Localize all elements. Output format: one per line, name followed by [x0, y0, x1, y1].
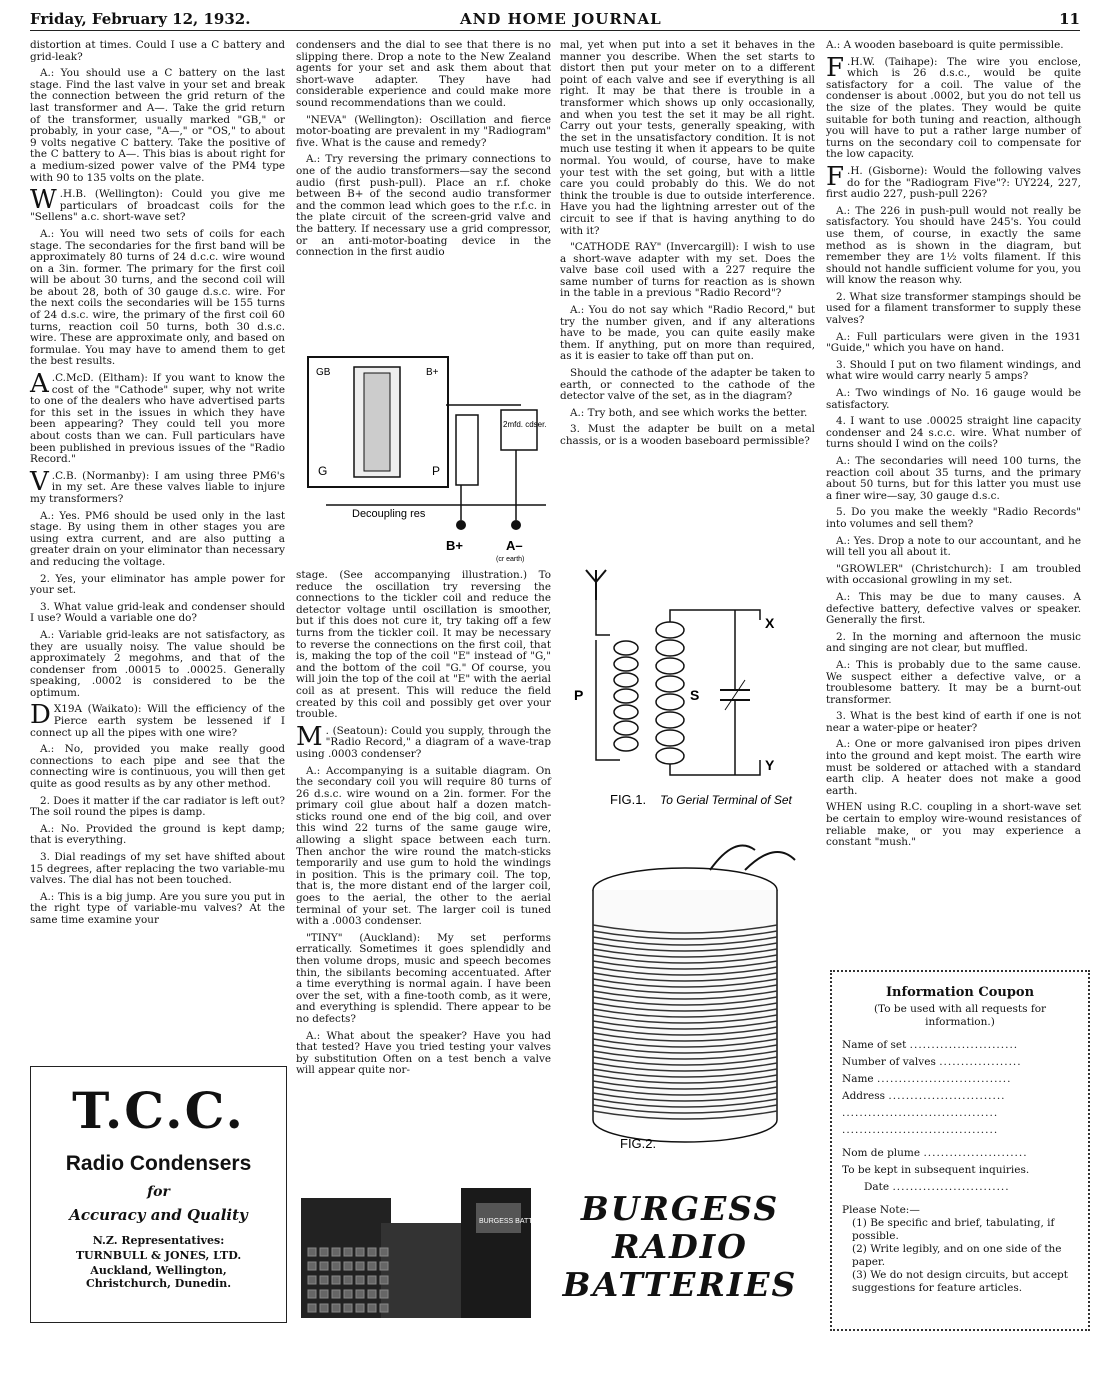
column-3: [560, 40, 815, 453]
battery-cell: [380, 1276, 388, 1284]
answer: 3. Should I put on two filament windings, and what wire would carry nearly 5 amps?: [826, 358, 1081, 383]
answer: A.: Yes. PM6 should be used only in the last stage. By using them in other stages you are using extra current, and are also putting a greater drain on your eliminator than necessary and reducing the voltage.: [30, 509, 285, 568]
label-decoupling: Decoupling res: [352, 508, 426, 520]
label-y: Y: [765, 757, 775, 773]
answer: 3. Must the adapter be built on a metal chassis, or is a wooden baseboard permissible?: [560, 423, 815, 447]
coupon-note-1: (1) Be specific and brief, tabulating, if possible.: [852, 1217, 1055, 1242]
question: . (Seatoun): Could you supply, through the "Radio Record," a diagram of a wave-trap using .0003 condenser?: [296, 724, 551, 760]
tcc-line2: for: [147, 1184, 170, 1200]
answer: A.: The 226 in push-pull would not really be satisfactory. You should have 245's. You could use them, of course, in exactly the same method as is shown in the diagram, but remember they are 1½ volts filament. If this should not handle sufficient volume for you, you will know the reason why.: [826, 204, 1081, 287]
label-cap: 2mfd. cdser.: [503, 420, 547, 429]
tip: WHEN using R.C. coupling in a short-wave set be certain to employ wire-wound resistances of reliable make, or you may experience a constant "mush.": [826, 801, 1081, 849]
question: "TINY" (Auckland): My set performs erratically. Sometimes it goes splendidly and then volume drops, music and speech becomes thin, the sibilants becoming accentuated. After a time everything is normal again. I have been over the set, with a fine-tooth comb, as it were, and everything is splendid. There appear to be no defects?: [296, 931, 551, 1025]
answer: A.: No, provided you make really good connections to each pipe and see that the connecting wire is continuous, you will then get quite as good results as by any other method.: [30, 743, 285, 791]
label-p: P: [574, 687, 584, 703]
answer: 2. Does it matter if the car radiator is left out? The soil round the pipes is damp.: [30, 794, 285, 819]
drop-cap: D: [30, 700, 51, 731]
coupon-kept-note: To be kept in subsequent inquiries.: [842, 1164, 1030, 1176]
drop-cap: F: [826, 161, 845, 192]
answer: 2. What size transformer stampings should be used for a filament transformer to supply these valves?: [826, 290, 1081, 327]
battery-cell: [344, 1304, 352, 1312]
fig2-coil: [560, 830, 815, 1160]
answer: 2. Yes, your eliminator has ample power for your set.: [30, 572, 285, 597]
label-g: G: [318, 464, 328, 478]
drop-cap: A: [30, 369, 49, 400]
battery-cell: [380, 1304, 388, 1312]
coupon-field-set[interactable]: Name of set .........................: [842, 1039, 1019, 1051]
question: .H. (Gisborne): Would the following valves do for the "Radiogram Five"?: UY224, 227, first audio 227, push-pull 226?: [826, 164, 1081, 201]
answer: 4. I want to use .00025 straight line capacity condenser and 24 s.c.c. wire. What number of turns should I wind on the coils?: [826, 415, 1081, 451]
answer: A.: Variable grid-leaks are not satisfactory, as they are usually noisy. The value should be approximately 2 megohms, and that of the condenser from .00015 to .00025. Generally speaking, .0002 is considered to be the optimum.: [30, 628, 285, 699]
battery-cell: [356, 1262, 364, 1270]
paragraph: distortion at times. Could I use a C battery and grid-leak?: [30, 39, 285, 63]
label-earth: (cr earth): [496, 556, 525, 563]
field-label: Name: [842, 1073, 874, 1085]
battery-cell: [320, 1262, 328, 1270]
battery-cell: [308, 1304, 316, 1312]
coupon-field-date[interactable]: Date ...........................: [864, 1181, 1010, 1193]
label-x: X: [765, 615, 775, 631]
coupon-subtitle: (To be used with all requests for information.): [873, 1003, 1047, 1028]
page-header: [30, 8, 1080, 31]
question: "NEVA" (Wellington): Oscillation and fierce motor-boating are prevalent in my "Radiogram" five. What is the cause and remedy?: [296, 113, 551, 149]
answer: A.: One or more galvanised iron pipes driven into the ground and kept moist. The earth wire must be soldered or attached with a standard earth clip. A heater does not make a good earth.: [826, 738, 1081, 797]
answer: A.: You will need two sets of coils for each stage. The secondaries for the first band will be approximately 80 turns of 24 d.c.c. wire wound on a 3in. former. The primary for the first coil will be about 30 turns, and the second coil will be about 28, both of 30 gauge d.s.c. wire. For the next coils the secondaries will be 155 turns of 24 d.s.c. wire, the primary of the first coil 60 turns, reaction coil 50 turns, both 30 d.s.c. wire. These are approximate only, and based on formulae. You may have to amend them to get the best results.: [30, 227, 285, 368]
burgess-line1: BURGESS: [580, 1189, 780, 1228]
page-number: 11: [1059, 10, 1080, 28]
coupon-field-valves[interactable]: Number of valves ...................: [842, 1056, 1022, 1068]
fig1-wavetrap: [560, 560, 815, 810]
answer: A.: Try reversing the primary connections to one of the audio transformers—say the second audio (first push-pull). Place an r.f. choke between B+ of the second audio transformer and the common lead which goes to the r.f.c. in the plate circuit of the screen-grid valve and the battery. If necessary use a grid compressor, or an anti-motor-boating device in the connection in the first audio: [296, 153, 551, 259]
battery-cell: [332, 1290, 340, 1298]
answer: A.: No. Provided the ground is kept damp; that is everything.: [30, 822, 285, 847]
battery-cell: [356, 1290, 364, 1298]
field-label: Number of valves: [842, 1056, 936, 1068]
burgess-line3: BATTERIES: [562, 1265, 798, 1304]
information-coupon: [830, 970, 1090, 1331]
paragraph: mal, yet when put into a set it behaves in the manner you describe. When the set starts to distort then put your meter on to a different point of each valve and see if everything is all right. It may be that there is trouble in a transformer which shows up only occasionally, and when you test the set it may be all right. Carry out your tests, generally speaking, with the set in the unsatisfactory condition. It is not much use testing it when it appears to be quite normal. You would, of course, have to make your test with the set going, but with a little care you could probably do this. We do not think the trouble is due to outside interference. Have you had the lightning arrester out of the circuit to see if that is having anything to do with it?: [560, 39, 815, 237]
field-label: Nom de plume: [842, 1147, 921, 1159]
fig1-svg: [560, 560, 815, 810]
answer: A.: This may be due to many causes. A defective battery, defective valves or speaker. Generally the first.: [826, 590, 1081, 627]
battery-cell: [368, 1290, 376, 1298]
answer: A.: This is a big jump. Are you sure you put in the right type of variable-mu valves? At the same time examine your: [30, 890, 285, 926]
drop-cap: W: [30, 185, 57, 216]
field-label: Name of set: [842, 1039, 907, 1051]
question: "GROWLER" (Christchurch): I am troubled with occasional growling in my set.: [826, 562, 1081, 587]
tcc-cities: Auckland, Wellington, Christchurch, Dunedin.: [85, 1264, 232, 1290]
answer: A.: You should use a C battery on the last stage. Find the last valve in your set and break the connection between the grid return of the last transformer and A—. Take the grid return of the transformer, usually marked "GB," or probably, in your case, "A—," or "OS," to about 9 volts negative C battery. Take the positive of the C battery to A—. This bias is about right for a medium-sized power valve of the PM4 type with 90 to 135 volts on the plate.: [30, 67, 285, 184]
battery-cell: [320, 1276, 328, 1284]
battery-cell: [308, 1276, 316, 1284]
battery-cell: [308, 1290, 316, 1298]
answer: A.: Accompanying is a suitable diagram. On the secondary coil you will require 80 turns of 26 d.s.c. wire wound on a 2in. former. For the primary coil glue about half a dozen match-sticks round one end of the big coil, and over this wind 22 turns of the same gauge wire, allowing a slight space between each turn. Then anchor the wire round the match-sticks temporarily and use gum to hold the windings in position. This is the primary coil. The top, that is, the more distant end of the larger coil, goes to the aerial, the other to the aerial terminal of your set. The larger coil is tuned with a .0003 condenser.: [296, 764, 551, 928]
column-4: [826, 40, 1081, 854]
battery-cell: [308, 1262, 316, 1270]
battery-cell: [344, 1276, 352, 1284]
label-b-plus-top: B+: [426, 367, 439, 378]
label-gb: GB: [316, 367, 331, 378]
question: .C.McD. (Eltham): If you want to know the cost of the "Cathode" super, why not write to one of the dealers who have advertised parts for this set in the issues in which they have been appearing? They could tell you more about costs than we can. Full particulars have been published in previous issues of the "Radio Record.": [30, 372, 285, 466]
paragraph: A.: A wooden baseboard is quite permissible.: [826, 39, 1064, 51]
paragraph: stage. (See accompanying illustration.) To reduce the oscillation try reversing the connections to the tickler coil and reduce the detector voltage until oscillation is smoother, but if this does not cure it, try taking off a few turns from the tickler coil. It may be necessary to reverse the connections on the first coil, that is, making the top of the coil "E" instead of "G," and the bottom of the coil "G." Of course, you will join the top of the coil at "E" with the aerial coil as at present. This will reduce the field created by this coil and possibly get over your trouble.: [296, 569, 551, 721]
battery-cell: [344, 1290, 352, 1298]
coupon-field-address[interactable]: Address ...........................: [842, 1090, 1006, 1102]
coupon-note-3: (3) We do not design circuits, but accept suggestions for feature articles.: [852, 1269, 1068, 1294]
coupon-title: Information Coupon: [885, 985, 1035, 1000]
answer: 3. What value grid-leak and condenser should I use? Would a variable one do?: [30, 600, 285, 625]
answer: Should the cathode of the adapter be taken to earth, or connected to the cathode of the detector valve of the set, as in the diagram?: [560, 367, 815, 403]
tcc-company: TURNBULL & JONES, LTD.: [75, 1249, 242, 1262]
transformer-diagram-svg: [296, 345, 551, 567]
answer: 3. Dial readings of my set have shifted about 15 degrees, after replacing the two variable-mu valves. The dial has not been touched.: [30, 851, 285, 887]
question: "CATHODE RAY" (Invercargill): I wish to use a short-wave adapter with my set. Does the valve base coil used with a 227 require the same number of turns for reaction as is shown in the table in a previous "Radio Record"?: [560, 241, 815, 300]
drop-cap: M: [296, 721, 323, 752]
battery-cell: [320, 1248, 328, 1256]
burgess-ad-text: [560, 1190, 800, 1304]
coupon-note-head: Please Note:—: [842, 1204, 920, 1216]
coupon-field-address2[interactable]: ....................................: [842, 1107, 999, 1119]
battery-cell: [356, 1248, 364, 1256]
label-s: S: [690, 687, 700, 703]
battery-cell: [368, 1248, 376, 1256]
battery-cell: [332, 1262, 340, 1270]
battery-cell: [368, 1262, 376, 1270]
battery-cell: [308, 1248, 316, 1256]
fig2-svg: [560, 830, 815, 1160]
fig1-caption2: To Gerial Terminal of Set: [660, 793, 792, 807]
answer: A.: Full particulars were given in the 1931 "Guide," which you have on hand.: [826, 330, 1081, 355]
answer: 3. What is the best kind of earth if one is not near a water-pipe or heater?: [826, 710, 1081, 734]
battery-cell: [332, 1304, 340, 1312]
question: .H.B. (Wellington): Could you give me particulars of broadcast coils for the "Sellens" a.c. short-wave set?: [30, 188, 285, 224]
tcc-advertisement: [30, 1066, 287, 1323]
tcc-brand: T.C.C.: [72, 1081, 245, 1140]
burgess-battery-image: [296, 1168, 556, 1328]
question: .H.W. (Taihape): The wire you enclose, which is 26 d.s.c., would be quite satisfactory for a coil. The value of the condenser is about .0002, but you do not tell us the size of the plates. They would be quite suitable for both tuning and reaction, although you will have to put a rather large number of turns on the secondary coil to compensate for the low capacity.: [826, 55, 1081, 161]
paragraph: condensers and the dial to see that there is no slipping there. Drop a note to the New Zealand agents for your set and ask them about that short-wave adapter. They have had considerable experience and could make more sound recommendations than we could.: [296, 39, 551, 109]
answer: A.: Two windings of No. 16 gauge would be satisfactory.: [826, 387, 1081, 411]
fig2-caption: FIG.2.: [620, 1136, 657, 1151]
transformer-diagram: [296, 345, 551, 567]
battery-label: BURGESS BATTERY: [479, 1218, 547, 1225]
answer: A.: The secondaries will need 100 turns, the reaction coil about 35 turns, and the primary about 50 turns, but for this latter you must use a finer wire—say, 30 gauge d.s.c.: [826, 455, 1081, 502]
tcc-line3: Accuracy and Quality: [69, 1206, 248, 1224]
battery-cell: [380, 1290, 388, 1298]
tcc-line1: Radio Condensers: [65, 1152, 252, 1175]
coupon-field-name[interactable]: Name ...............................: [842, 1073, 1012, 1085]
drop-cap: V: [30, 466, 49, 497]
header-title: AND HOME JOURNAL: [460, 10, 662, 28]
answer: 5. Do you make the weekly "Radio Records" into volumes and sell them?: [826, 506, 1081, 530]
battery-cell: [380, 1248, 388, 1256]
fig1-caption: FIG.1.: [610, 792, 647, 807]
question: .C.B. (Normanby): I am using three PM6's in my set. Are these valves liable to injure my transformers?: [30, 469, 285, 505]
answer: A.: What about the speaker? Have you had that tested? Have you tried testing your valves by substitution Often on a test bench a valve will appear quite nor-: [296, 1029, 551, 1077]
answer: A.: This is probably due to the same cause. We suspect either a defective valve, or a troublesome battery. It may be a burnt-out transformer.: [826, 658, 1081, 706]
battery-cell: [320, 1304, 328, 1312]
battery-cell: [344, 1248, 352, 1256]
battery-image-svg: [296, 1168, 556, 1328]
battery-cell: [332, 1248, 340, 1256]
battery-cell: [320, 1290, 328, 1298]
battery-cell: [368, 1304, 376, 1312]
battery-cell: [356, 1304, 364, 1312]
coupon-field-nom[interactable]: Nom de plume ........................: [842, 1147, 1028, 1159]
battery-cell: [344, 1262, 352, 1270]
coupon-note-2: (2) Write legibly, and on one side of the paper.: [852, 1243, 1062, 1268]
drop-cap: F: [826, 52, 845, 83]
burgess-line2: RADIO: [612, 1227, 748, 1266]
label-a-minus: A–: [506, 538, 523, 553]
field-label: Address: [842, 1090, 886, 1102]
answer: A.: Try both, and see which works the better.: [570, 406, 808, 419]
battery-cell: [368, 1276, 376, 1284]
column-1: [30, 40, 285, 932]
label-p: P: [432, 464, 441, 478]
answer: 2. In the morning and afternoon the music and singing are not clear, but muffled.: [826, 630, 1081, 655]
answer: A.: Yes. Drop a note to our accountant, and he will tell you all about it.: [826, 534, 1081, 559]
battery-cell: [380, 1262, 388, 1270]
column-2-top: [296, 40, 551, 264]
answer: A.: You do not say which "Radio Record," but try the number given, and if any alterations have to be made, you can quite easily make them. If anything, put on more than required, as it is easier to take off than put on.: [560, 304, 815, 363]
coupon-field-address3[interactable]: ....................................: [842, 1124, 999, 1136]
battery-cell: [356, 1276, 364, 1284]
column-2-bottom: [296, 570, 551, 1082]
label-b-plus: B+: [446, 538, 463, 553]
tcc-rep: N.Z. Representatives:: [92, 1234, 225, 1247]
question: X19A (Waikato): Will the efficiency of the Pierce earth system be lessened if I connect up all the pipes with one wire?: [30, 703, 285, 739]
battery-cell: [332, 1276, 340, 1284]
header-date: Friday, February 12, 1932.: [30, 10, 251, 28]
field-label: Date: [864, 1181, 890, 1193]
